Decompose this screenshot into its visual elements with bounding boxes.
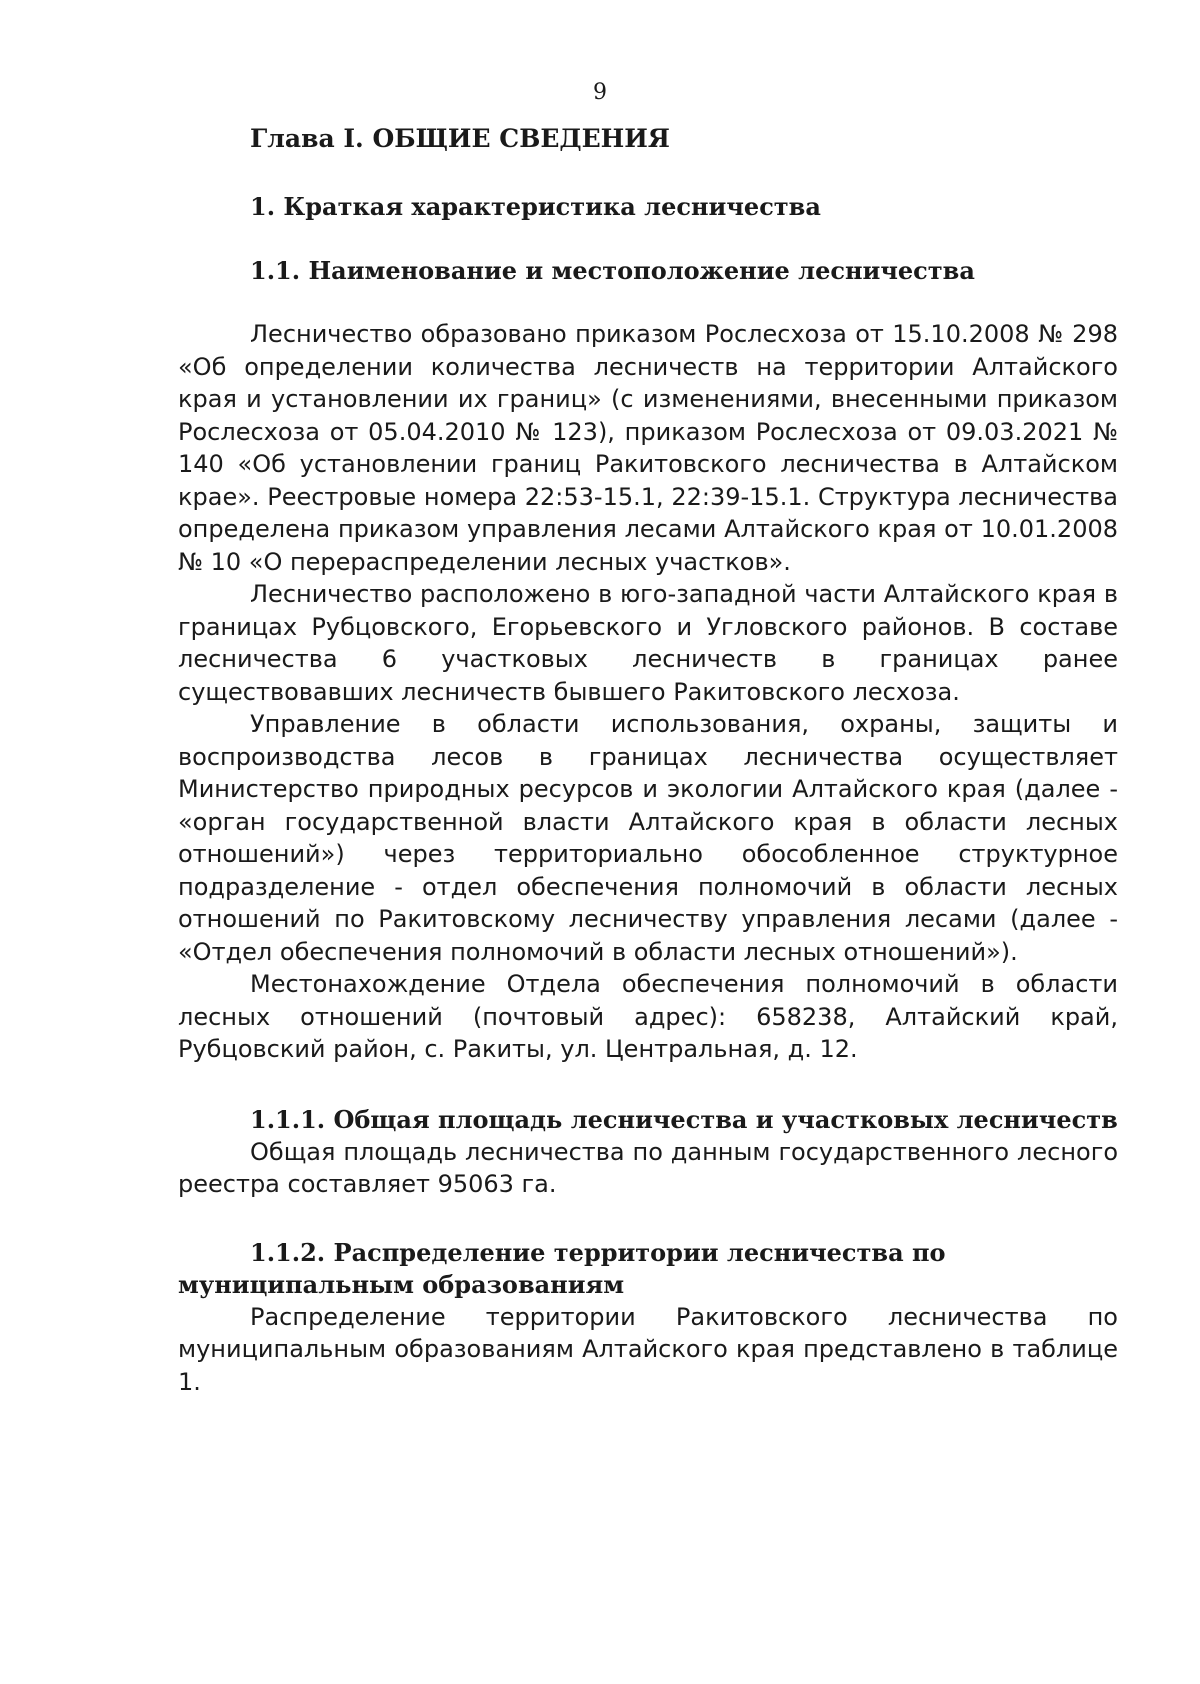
page-content [178, 122, 1118, 1398]
subsub-area-title: 1.1.1. Общая площадь лесничества и участковых лесничеств [250, 1104, 1118, 1134]
chapter-title: Глава I. ОБЩИЕ СВЕДЕНИЯ [250, 124, 670, 153]
subsub-distribution-title: 1.1.2. Распределение территории лесничества по муниципальным образованиям [178, 1237, 946, 1299]
section-title: 1. Краткая характеристика лесничества [250, 192, 821, 221]
paragraph-establishment: Лесничество образовано приказом Рослесхоза от 15.10.2008 № 298 «Об определении количества лесничеств на территории Алтайского края и установлении их границ» (с изменениями, внесенными приказом Рослесхоза от 05.04.2010 № 123), приказом Рослесхоза от 09.03.2021 № 140 «Об установлении границ Ракитовского лесничества в Алтайском крае». Реестровые номера 22:53-15.1, 22:39-15.1. Структура лесничества определена приказом управления лесами Алтайского края от 10.01.2008 № 10 «О перераспределении лесных участков». [178, 320, 1118, 576]
subsection-title: 1.1. Наименование и местоположение лесничества [250, 256, 975, 285]
paragraph-total-area: Общая площадь лесничества по данным государственного лесного реестра составляет 95063 га. [178, 1137, 1118, 1198]
page-number: 9 [593, 80, 607, 105]
paragraph-management: Управление в области использования, охраны, защиты и воспроизводства лесов в границах лесничества осуществляет Министерство природных ресурсов и экологии Алтайского края (далее - «орган государственной власти Алтайского края в области лесных отношений») через территориально обособленное структурное подразделение - отдел обеспечения полномочий в области лесных отношений по Ракитовскому лесничеству управления лесами (далее - «Отдел обеспечения полномочий в области лесных отношений»). [178, 710, 1118, 966]
paragraph-address: Местонахождение Отдела обеспечения полномочий в области лесных отношений (почтовый адрес): 658238, Алтайский край, Рубцовский район, с. Ракиты, ул. Центральная, д. 12. [178, 970, 1118, 1063]
paragraph-distribution: Распределение территории Ракитовского лесничества по муниципальным образованиям Алтайского края представлено в таблице 1. [178, 1302, 1118, 1396]
paragraph-location: Лесничество расположено в юго-западной части Алтайского края в границах Рубцовского, Егорьевского и Угловского районов. В составе лесничества 6 участковых лесничеств в границах ранее существовавших лесничеств бывшего Ракитовского лесхоза. [178, 580, 1118, 706]
